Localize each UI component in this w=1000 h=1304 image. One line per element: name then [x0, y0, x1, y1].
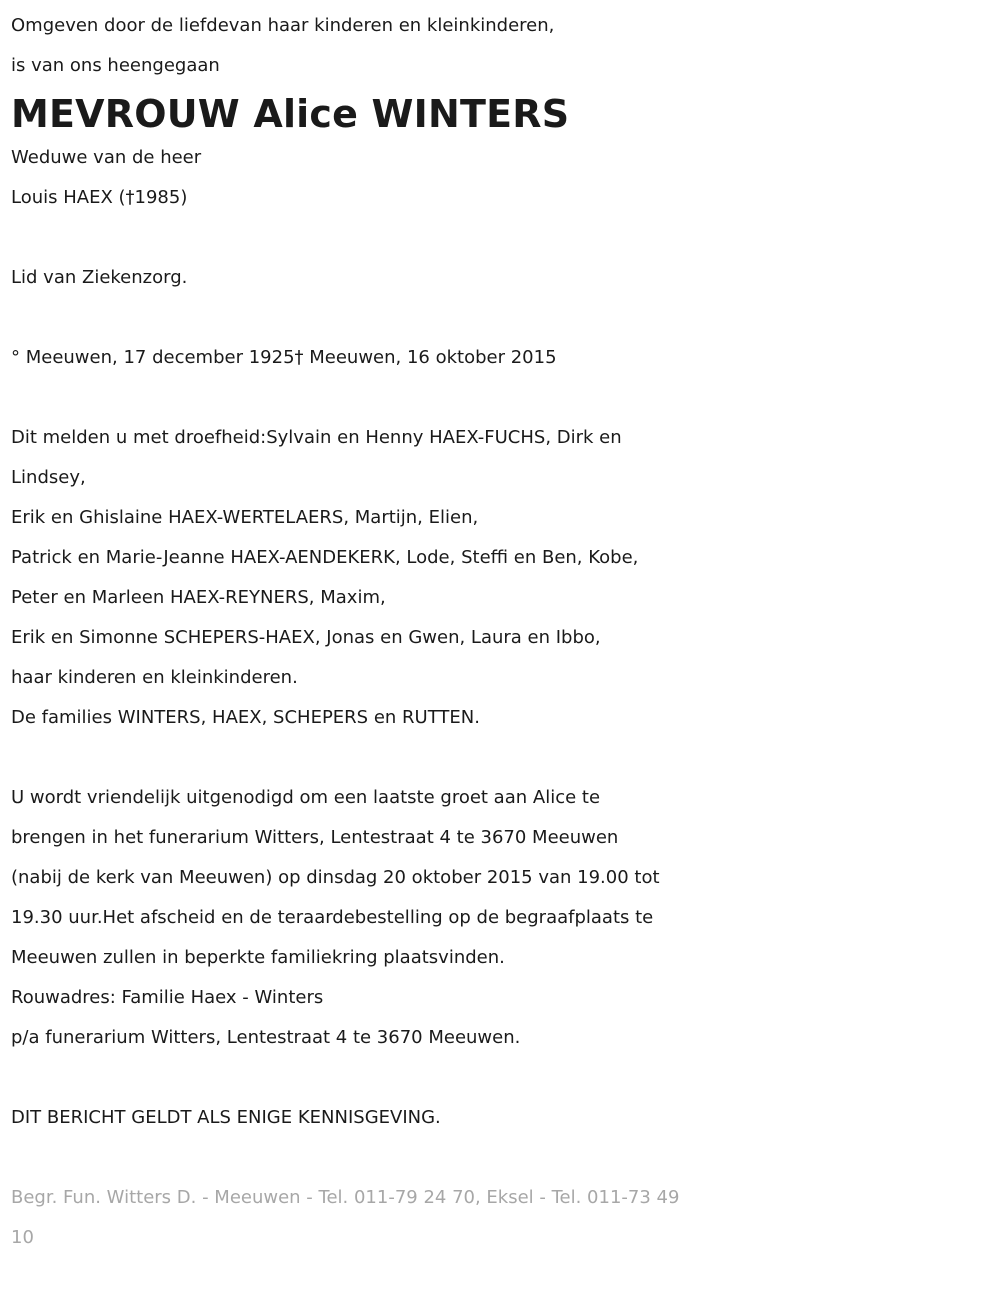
footer-line: 10 — [11, 1227, 34, 1248]
spouse-line: Louis HAEX (†1985) — [11, 187, 188, 208]
family-line: Dit melden u met droefheid:Sylvain en Henny HAEX-FUCHS, Dirk en — [11, 427, 622, 448]
family-block — [11, 418, 991, 738]
family-line: Erik en Ghislaine HAEX-WERTELAERS, Martijn, Elien, — [11, 507, 479, 528]
invitation-block — [11, 778, 991, 1058]
membership-line: Lid van Ziekenzorg. — [11, 267, 188, 288]
invitation-line: U wordt vriendelijk uitgenodigd om een laatste groet aan Alice te — [11, 787, 601, 808]
intro-block — [11, 6, 991, 86]
spacer — [11, 298, 991, 338]
invitation-line: Rouwadres: Familie Haex - Winters — [11, 987, 324, 1008]
spacer — [11, 1058, 991, 1098]
closing-statement: DIT BERICHT GELDT ALS ENIGE KENNISGEVING. — [11, 1107, 441, 1128]
family-line: Patrick en Marie-Jeanne HAEX-AENDEKERK, Lode, Steffi en Ben, Kobe, — [11, 547, 639, 568]
funeral-home-footer — [11, 1178, 991, 1258]
birth-death-dates: ° Meeuwen, 17 december 1925† Meeuwen, 16 oktober 2015 — [11, 347, 557, 368]
invitation-line: 19.30 uur.Het afscheid en de teraardebestelling op de begraafplaats te — [11, 907, 654, 928]
spouse-block — [11, 138, 991, 218]
spacer — [11, 378, 991, 418]
invitation-line: p/a funerarium Witters, Lentestraat 4 te 3670 Meeuwen. — [11, 1027, 521, 1048]
intro-line: Omgeven door de liefdevan haar kinderen en kleinkinderen, — [11, 15, 555, 36]
family-line: Lindsey, — [11, 467, 86, 488]
spacer — [11, 738, 991, 778]
deceased-name: MEVROUW Alice WINTERS — [11, 92, 570, 136]
intro-line: is van ons heengegaan — [11, 55, 220, 76]
family-line: De families WINTERS, HAEX, SCHEPERS en RUTTEN. — [11, 707, 480, 728]
invitation-line: brengen in het funerarium Witters, Lentestraat 4 te 3670 Meeuwen — [11, 827, 619, 848]
spouse-line: Weduwe van de heer — [11, 147, 202, 168]
spacer — [11, 218, 991, 258]
family-line: Peter en Marleen HAEX-REYNERS, Maxim, — [11, 587, 386, 608]
invitation-line: (nabij de kerk van Meeuwen) op dinsdag 20 oktober 2015 van 19.00 tot — [11, 867, 660, 888]
footer-line: Begr. Fun. Witters D. - Meeuwen - Tel. 011-79 24 70, Eksel - Tel. 011-73 49 — [11, 1187, 680, 1208]
family-line: Erik en Simonne SCHEPERS-HAEX, Jonas en Gwen, Laura en Ibbo, — [11, 627, 601, 648]
obituary-notice — [11, 6, 991, 1258]
spacer — [11, 1138, 991, 1178]
invitation-line: Meeuwen zullen in beperkte familiekring plaatsvinden. — [11, 947, 505, 968]
family-line: haar kinderen en kleinkinderen. — [11, 667, 298, 688]
